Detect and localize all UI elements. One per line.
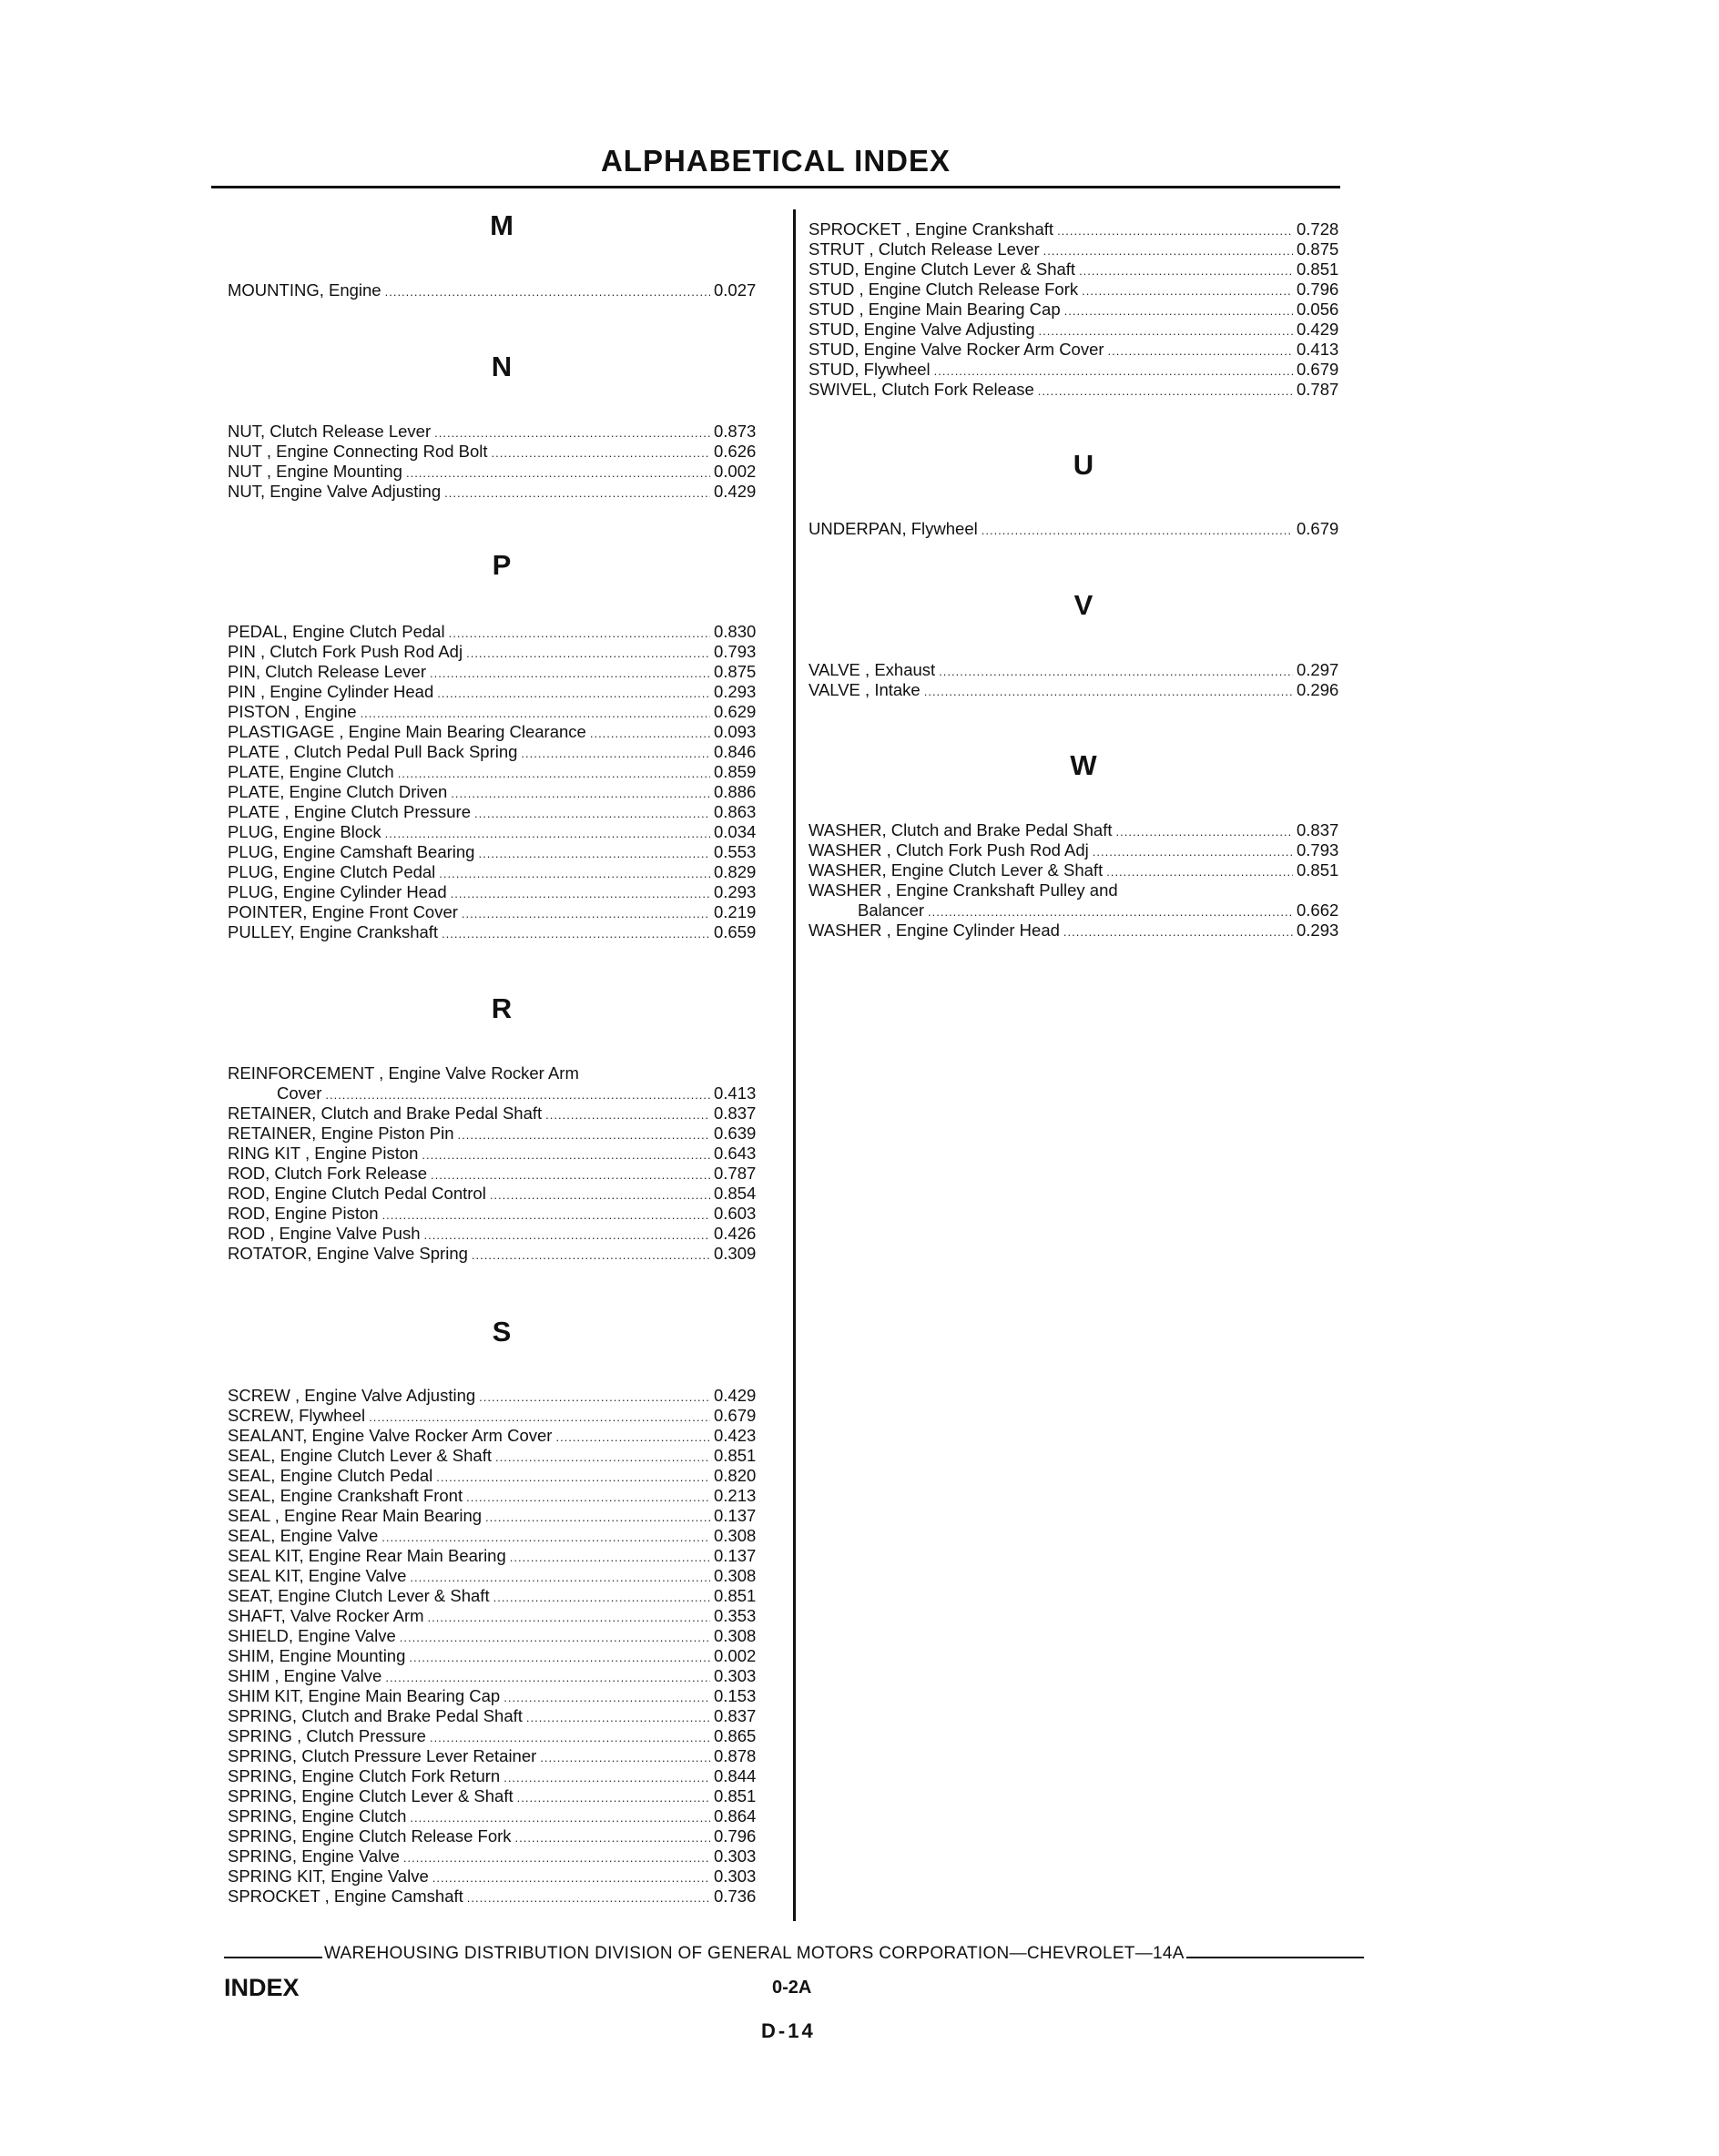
section-m-entries xyxy=(228,280,776,300)
section-letter-w: W xyxy=(1070,749,1097,781)
page-number: D-14 xyxy=(761,2019,816,2042)
index-entry: SHIM, Engine Mounting ..... 0.002 xyxy=(228,1646,776,1666)
index-entry: SPROCKET , Engine Camshaft ..... 0.736 xyxy=(228,1886,776,1907)
section-s-entries xyxy=(228,1386,776,1907)
section-s-continued-entries xyxy=(809,219,1358,400)
index-entry: SEAL, Engine Crankshaft Front ..... 0.213 xyxy=(228,1486,776,1506)
index-entry: STUD, Flywheel ..... 0.679 xyxy=(809,360,1358,380)
index-entry: SEAL, Engine Valve ..... 0.308 xyxy=(228,1526,776,1546)
index-entry: STUD, Engine Valve Rocker Arm Cover ..... 0.413 xyxy=(809,340,1358,360)
section-p-entries xyxy=(228,622,776,942)
index-entry: PLUG, Engine Cylinder Head ..... 0.293 xyxy=(228,882,776,902)
index-entry: PLUG, Engine Block ..... 0.034 xyxy=(228,822,776,842)
index-entry: NUT, Clutch Release Lever ..... 0.873 xyxy=(228,422,776,442)
index-entry: VALVE , Intake ..... 0.296 xyxy=(809,680,1358,700)
index-entry: SPRING, Engine Clutch Lever & Shaft ..... 0.851 xyxy=(228,1786,776,1806)
index-entry: SCREW , Engine Valve Adjusting ..... 0.429 xyxy=(228,1386,776,1406)
section-u-entries xyxy=(809,519,1358,539)
index-entry: PLATE , Engine Clutch Pressure ..... 0.863 xyxy=(228,802,776,822)
index-entry: SPRING, Engine Clutch Fork Return ..... 0.844 xyxy=(228,1766,776,1786)
section-n-entries xyxy=(228,422,776,502)
index-entry: STUD , Engine Main Bearing Cap ..... 0.056 xyxy=(809,300,1358,320)
index-entry: REINFORCEMENT , Engine Valve Rocker Arm Cover ..... 0.413 xyxy=(228,1063,776,1103)
index-entry: PLASTIGAGE , Engine Main Bearing Clearance ..... 0.093 xyxy=(228,722,776,742)
index-entry: STUD , Engine Clutch Release Fork ..... 0.796 xyxy=(809,280,1358,300)
index-entry: PEDAL, Engine Clutch Pedal ..... 0.830 xyxy=(228,622,776,642)
index-entry: SEAT, Engine Clutch Lever & Shaft ..... 0.851 xyxy=(228,1586,776,1606)
index-entry: SHIM KIT, Engine Main Bearing Cap ..... 0.153 xyxy=(228,1686,776,1706)
index-entry: PULLEY, Engine Crankshaft ..... 0.659 xyxy=(228,922,776,942)
index-entry: SHIM , Engine Valve ..... 0.303 xyxy=(228,1666,776,1686)
index-entry: RETAINER, Clutch and Brake Pedal Shaft ..... 0.837 xyxy=(228,1103,776,1124)
section-letter-n: N xyxy=(491,351,513,382)
index-entry: SPRING, Engine Clutch Release Fork ..... 0.796 xyxy=(228,1826,776,1846)
index-entry: SHAFT, Valve Rocker Arm ..... 0.353 xyxy=(228,1606,776,1626)
section-letter-u: U xyxy=(1073,449,1094,481)
section-letter-m: M xyxy=(490,209,514,241)
index-entry: SEAL KIT, Engine Rear Main Bearing ..... 0.137 xyxy=(228,1546,776,1566)
index-entry: SHIELD, Engine Valve ..... 0.308 xyxy=(228,1626,776,1646)
index-entry: SPRING, Engine Clutch ..... 0.864 xyxy=(228,1806,776,1826)
index-entry: ROD, Engine Piston ..... 0.603 xyxy=(228,1204,776,1224)
index-entry: STRUT , Clutch Release Lever ..... 0.875 xyxy=(809,239,1358,259)
index-entry: SPRING, Engine Valve ..... 0.303 xyxy=(228,1846,776,1866)
index-entry: PLATE , Clutch Pedal Pull Back Spring ..... 0.846 xyxy=(228,742,776,762)
index-entry: NUT , Engine Mounting ..... 0.002 xyxy=(228,462,776,482)
index-entry: SPRING KIT, Engine Valve ..... 0.303 xyxy=(228,1866,776,1886)
index-entry: SPRING , Clutch Pressure ..... 0.865 xyxy=(228,1726,776,1746)
index-entry: MOUNTING, Engine ..... 0.027 xyxy=(228,280,776,300)
index-entry: SPRING, Clutch and Brake Pedal Shaft ..... 0.837 xyxy=(228,1706,776,1726)
index-entry: ROD, Engine Clutch Pedal Control ..... 0.854 xyxy=(228,1184,776,1204)
index-entry: PLATE, Engine Clutch ..... 0.859 xyxy=(228,762,776,782)
index-entry: WASHER, Clutch and Brake Pedal Shaft ..... 0.837 xyxy=(809,820,1358,840)
section-label: INDEX xyxy=(224,1974,300,2001)
index-entry: WASHER , Engine Cylinder Head ..... 0.293 xyxy=(809,920,1358,941)
distributor-footer xyxy=(224,1944,1364,1964)
index-entry: POINTER, Engine Front Cover ..... 0.219 xyxy=(228,902,776,922)
page-title: ALPHABETICAL INDEX xyxy=(600,144,951,178)
index-entry: SPRING, Clutch Pressure Lever Retainer ..... 0.878 xyxy=(228,1746,776,1766)
index-entry: STUD, Engine Clutch Lever & Shaft ..... 0.851 xyxy=(809,259,1358,280)
index-entry: SWIVEL, Clutch Fork Release ..... 0.787 xyxy=(809,380,1358,400)
section-letter-s: S xyxy=(492,1316,512,1348)
footer-rule-left xyxy=(224,1944,322,1958)
index-entry: ROD, Clutch Fork Release ..... 0.787 xyxy=(228,1164,776,1184)
index-entry: SEAL, Engine Clutch Pedal ..... 0.820 xyxy=(228,1466,776,1486)
index-entry: RETAINER, Engine Piston Pin ..... 0.639 xyxy=(228,1124,776,1144)
section-letter-r: R xyxy=(491,992,513,1024)
index-entry: PLUG, Engine Camshaft Bearing ..... 0.553 xyxy=(228,842,776,862)
index-entry: PIN , Clutch Fork Push Rod Adj ..... 0.793 xyxy=(228,642,776,662)
index-entry: RING KIT , Engine Piston ..... 0.643 xyxy=(228,1144,776,1164)
index-entry: ROD , Engine Valve Push ..... 0.426 xyxy=(228,1224,776,1244)
section-v-entries xyxy=(809,660,1358,700)
index-entry: SEAL, Engine Clutch Lever & Shaft ..... 0.851 xyxy=(228,1446,776,1466)
index-entry: PLUG, Engine Clutch Pedal ..... 0.829 xyxy=(228,862,776,882)
footer-rule-right xyxy=(1186,1944,1364,1958)
title-rule xyxy=(211,186,1340,188)
index-entry: WASHER , Clutch Fork Push Rod Adj ..... 0.793 xyxy=(809,840,1358,860)
index-entry: SEALANT, Engine Valve Rocker Arm Cover ..... 0.423 xyxy=(228,1426,776,1446)
index-entry: PIN , Engine Cylinder Head ..... 0.293 xyxy=(228,682,776,702)
index-entry: NUT, Engine Valve Adjusting ..... 0.429 xyxy=(228,482,776,502)
distributor-text: WAREHOUSING DISTRIBUTION DIVISION OF GENERAL MOTORS CORPORATION—CHEVROLET—14A xyxy=(324,1944,1185,1963)
index-entry: SPROCKET , Engine Crankshaft ..... 0.728 xyxy=(809,219,1358,239)
index-entry: SEAL , Engine Rear Main Bearing ..... 0.137 xyxy=(228,1506,776,1526)
section-code: 0-2A xyxy=(772,1978,812,1998)
index-entry: PIN, Clutch Release Lever ..... 0.875 xyxy=(228,662,776,682)
section-w-entries xyxy=(809,820,1358,941)
index-entry: STUD, Engine Valve Adjusting ..... 0.429 xyxy=(809,320,1358,340)
index-entry: WASHER, Engine Clutch Lever & Shaft ..... 0.851 xyxy=(809,860,1358,880)
index-entry: SEAL KIT, Engine Valve ..... 0.308 xyxy=(228,1566,776,1586)
section-letter-v: V xyxy=(1073,589,1093,621)
section-r-entries xyxy=(228,1063,776,1264)
index-entry: UNDERPAN, Flywheel ..... 0.679 xyxy=(809,519,1358,539)
index-entry: VALVE , Exhaust ..... 0.297 xyxy=(809,660,1358,680)
index-entry: SCREW, Flywheel ..... 0.679 xyxy=(228,1406,776,1426)
index-entry: WASHER , Engine Crankshaft Pulley and Balancer ..... 0.662 xyxy=(809,880,1358,920)
index-entry: NUT , Engine Connecting Rod Bolt ..... 0.626 xyxy=(228,442,776,462)
index-entry: PISTON , Engine ..... 0.629 xyxy=(228,702,776,722)
column-divider xyxy=(793,209,796,1921)
index-entry: PLATE, Engine Clutch Driven ..... 0.886 xyxy=(228,782,776,802)
index-entry: ROTATOR, Engine Valve Spring ..... 0.309 xyxy=(228,1244,776,1264)
section-letter-p: P xyxy=(492,549,512,581)
